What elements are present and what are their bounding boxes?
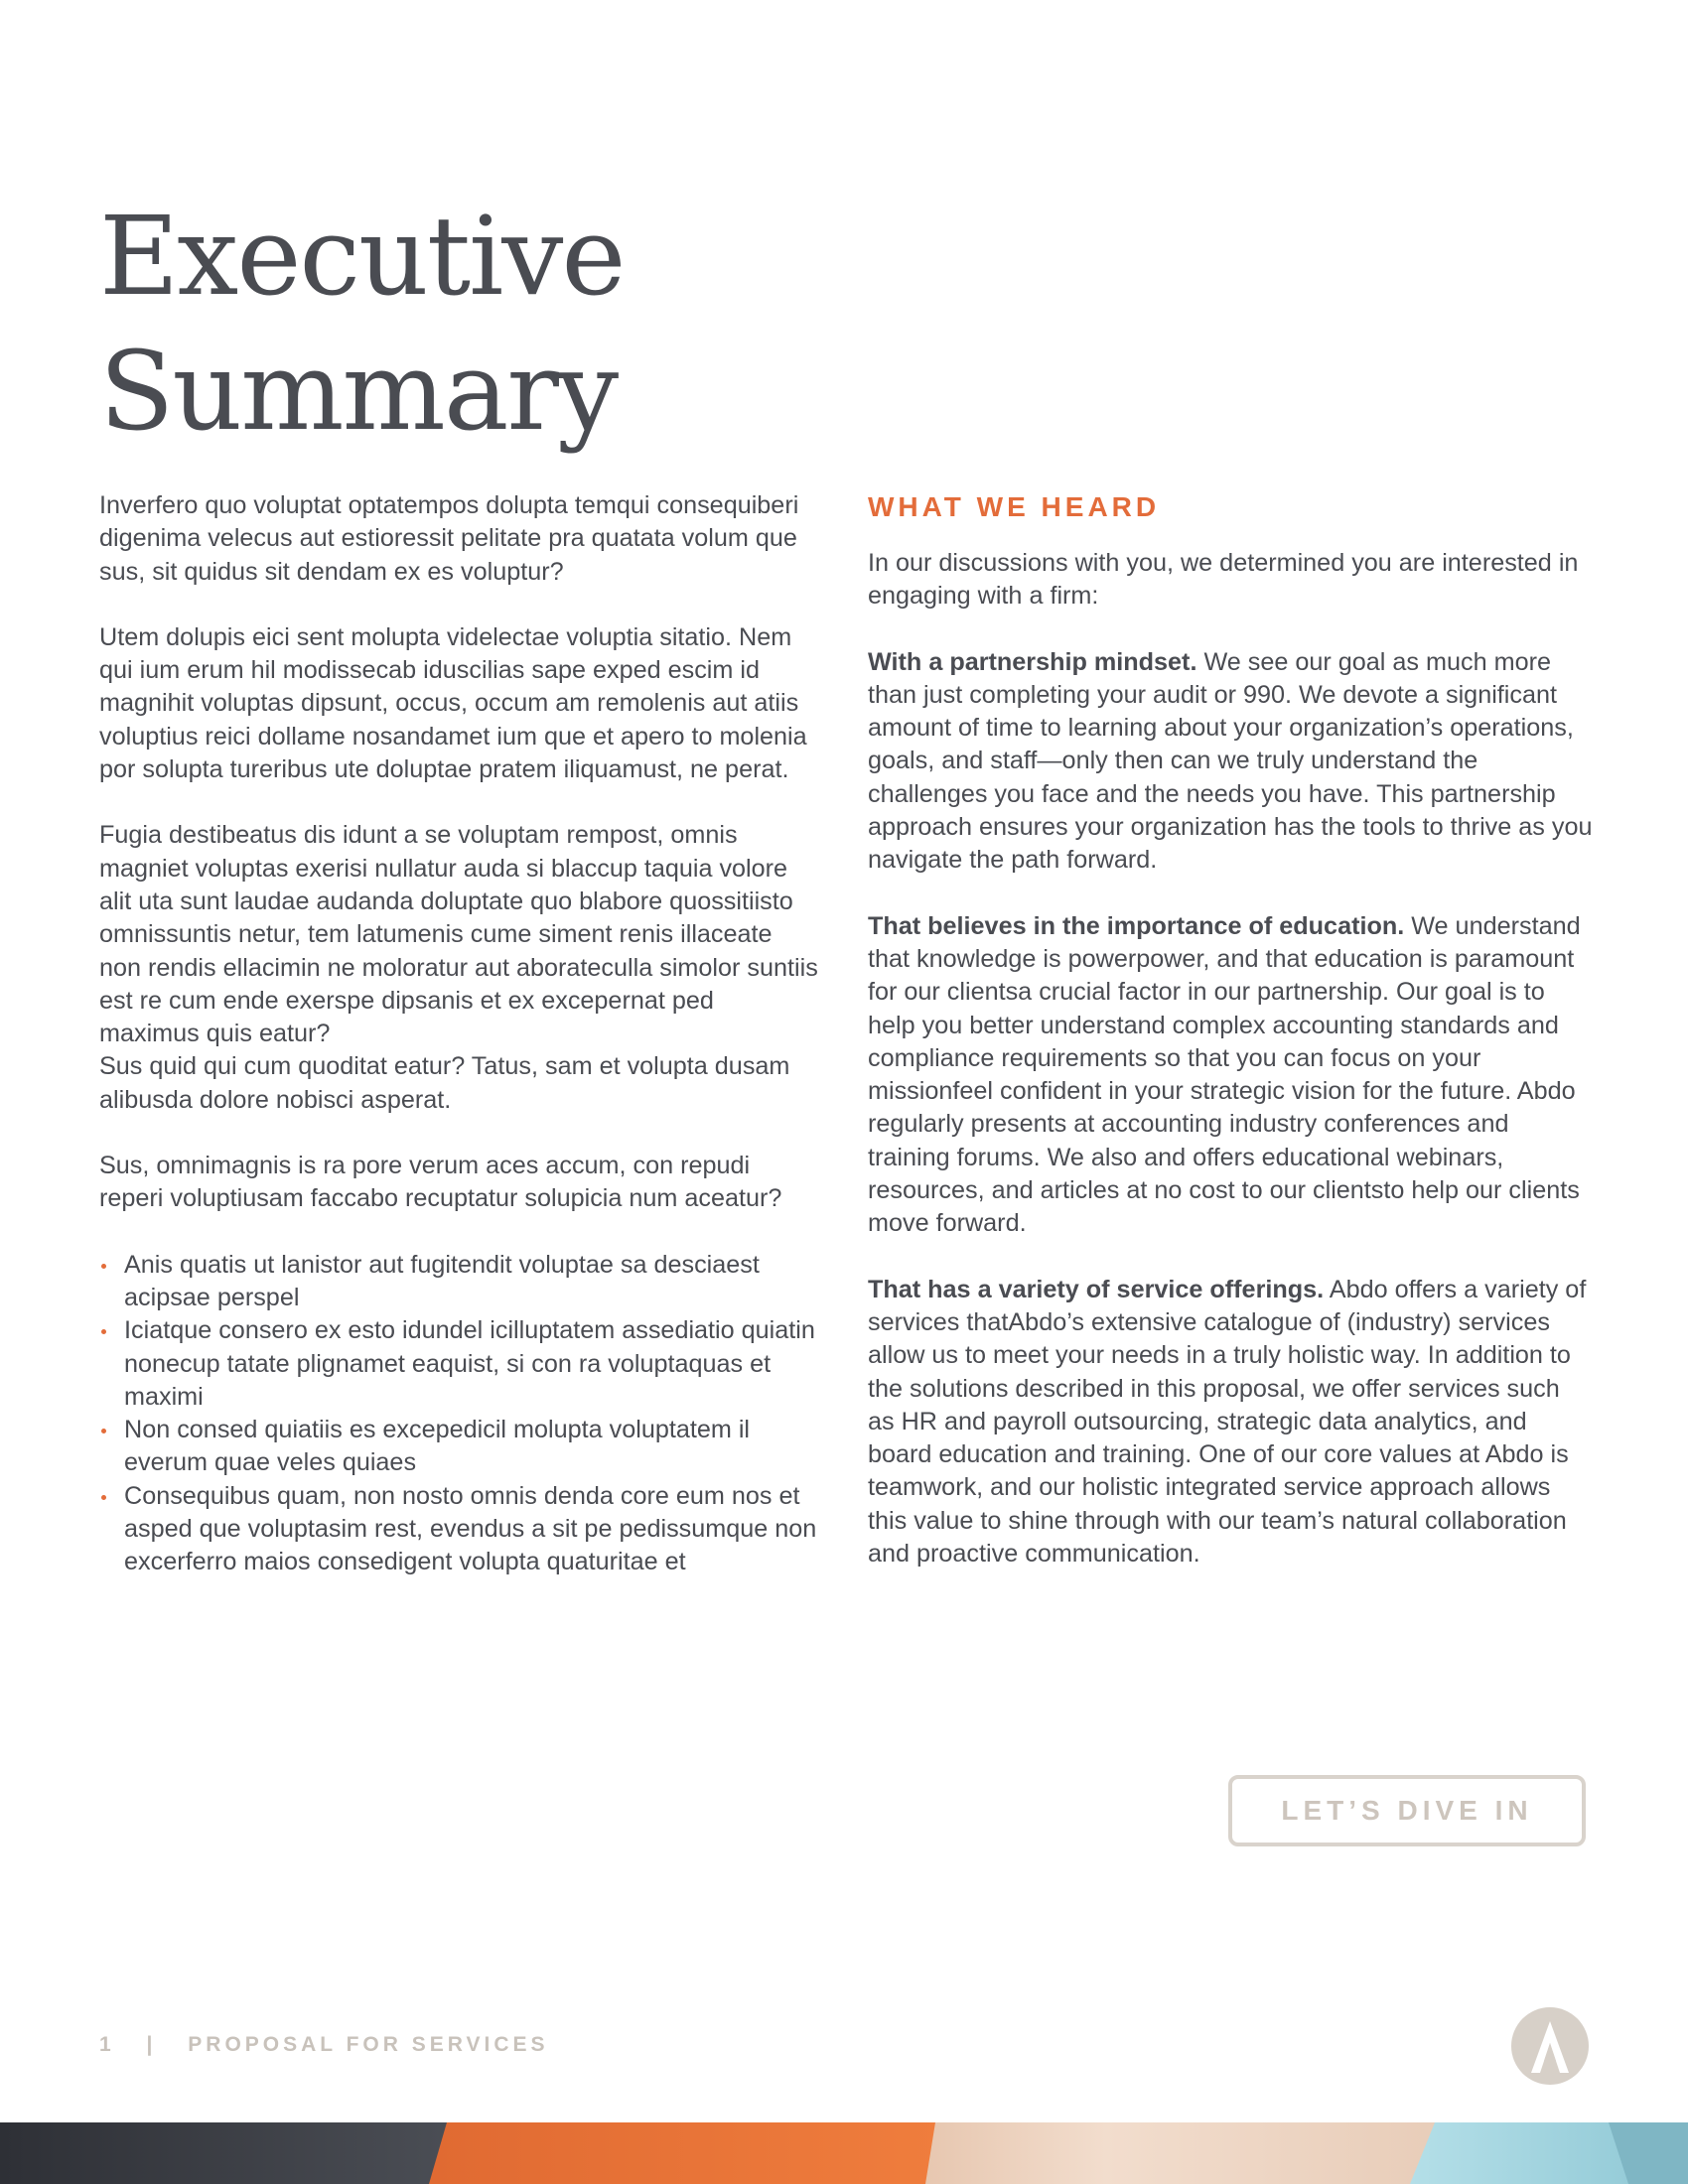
footer-separator: |: [146, 2033, 157, 2056]
bullet-list: [99, 1249, 819, 1579]
list-item: Consequibus quam, non nosto omnis denda core eum nos et asped que voluptasim rest, evendus a sit pe pedissumque non excerferro maios consedigent volupta quaturitae et: [99, 1480, 819, 1579]
page-title-line1: Executive: [99, 193, 625, 320]
left-paragraph-3: [99, 819, 819, 1117]
left-paragraph-3a: Fugia destibeatus dis idunt a se voluptam rempost, omnis magniet voluptas exerisi nullatur auda si blaccup taquia volore alit uta sunt laudae audanda doluptate quo blabore quossitiisto omnissuntis netur, tem latumenis cume siment renis illaceate non rendis ellacimin ne moloratur aut aborateculla simolor suntiis est re cum ende exerspe dipsanis et ex excepernat ped maximus quis eatur?: [99, 821, 818, 1048]
left-paragraph-2: Utem dolupis eici sent molupta videlectae voluptia sitatio. Nem qui ium erum hil modissecab iduscilias sape exped escim id magnihit voluptas dipsunt, occus, occum am remolenis aut atiis voluptius reici dollame nosandamet ium que et apero to molenia por solupta tureribus ute doluptae pratem iliquamust, ne perat.: [99, 622, 807, 784]
left-column: [99, 489, 819, 1579]
list-item: Iciatque consero ex esto idundel icilluptatem assediatio quiatin nonecup tatate plignamet eaquist, si con ra voluptaquas et maximi: [99, 1314, 819, 1414]
page-title: [99, 189, 625, 459]
left-paragraph-4: Sus, omnimagnis is ra pore verum aces accum, con repudi reperi voluptiusam faccabo recuptatur solupicia num aceatur?: [99, 1152, 782, 1213]
page-title-line2: Summary: [99, 328, 618, 455]
abdo-a-logo-icon: [1511, 2007, 1589, 2085]
right-intro: In our discussions with you, we determined you are interested in engaging with a firm:: [868, 549, 1579, 611]
decorative-stripe-graphic: [0, 2122, 1688, 2184]
section-text-services: Abdo offers a variety of services thatAbdo’s extensive catalogue of (industry) services allow us to meet your needs in a truly holistic way. In addition to the solutions described in this proposal, we offer services such as HR and payroll outsourcing, strategic data analytics, and board education and training. One of our core values at Abdo is teamwork, and our holistic integrated service approach allows this value to shine through with our team’s natural collaboration and proactive communication.: [868, 1275, 1587, 1569]
lets-dive-in-button[interactable]: LET’S DIVE IN: [1228, 1775, 1586, 1846]
footer-label: PROPOSAL FOR SERVICES: [188, 2033, 549, 2056]
section-lead-services: That has a variety of service offerings.: [868, 1275, 1325, 1303]
footer: [99, 2033, 549, 2057]
section-heading-what-we-heard: WHAT WE HEARD: [868, 491, 1161, 522]
list-item: Anis quatis ut lanistor aut fugitendit voluptae sa desciaest acipsae perspel: [99, 1249, 819, 1315]
page-number: 1: [99, 2033, 115, 2056]
right-column: [868, 489, 1593, 1603]
logo-a-glyph-icon: [1511, 2007, 1589, 2085]
left-paragraph-1: Inverfero quo voluptat optatempos dolupta temqui consequiberi digenima velecus aut estioressit pelitate pra quatata volum que sus, sit quidus sit dendam ex es voluptur?: [99, 491, 799, 586]
right-section-services: [868, 1274, 1593, 1571]
section-text-education: We understand that knowledge is powerpower, and that education is paramount for our clientsa crucial factor in our partnership. Our goal is to help you better understand complex accounting standards and compliance requirements so that you can focus on your missionfeel confident in your strategic vision for the future. Abdo regularly presents at accounting industry conferences and training forums. We also and offers educational webinars, resources, and articles at no cost to our clientsto help our clients move forward.: [868, 911, 1581, 1238]
section-lead-partnership: With a partnership mindset.: [868, 647, 1197, 676]
right-section-partnership: [868, 646, 1593, 878]
left-paragraph-3b: Sus quid qui cum quoditat eatur? Tatus, sam et volupta dusam alibusda dolore nobisci asperat.: [99, 1052, 790, 1114]
section-lead-education: That believes in the importance of education.: [868, 911, 1405, 940]
footer-color-stripe: [0, 2122, 1688, 2184]
section-text-partnership: We see our goal as much more than just completing your audit or 990. We devote a significant amount of time to learning about your organization’s operations, goals, and staff—only then can we truly understand the challenges you face and the needs you have. This partnership approach ensures your organization has the tools to thrive as you navigate the path forward.: [868, 647, 1593, 875]
right-section-education: [868, 910, 1593, 1241]
list-item: Non consed quiatiis es excepedicil molupta voluptatem il everum quae veles quiaes: [99, 1414, 819, 1480]
